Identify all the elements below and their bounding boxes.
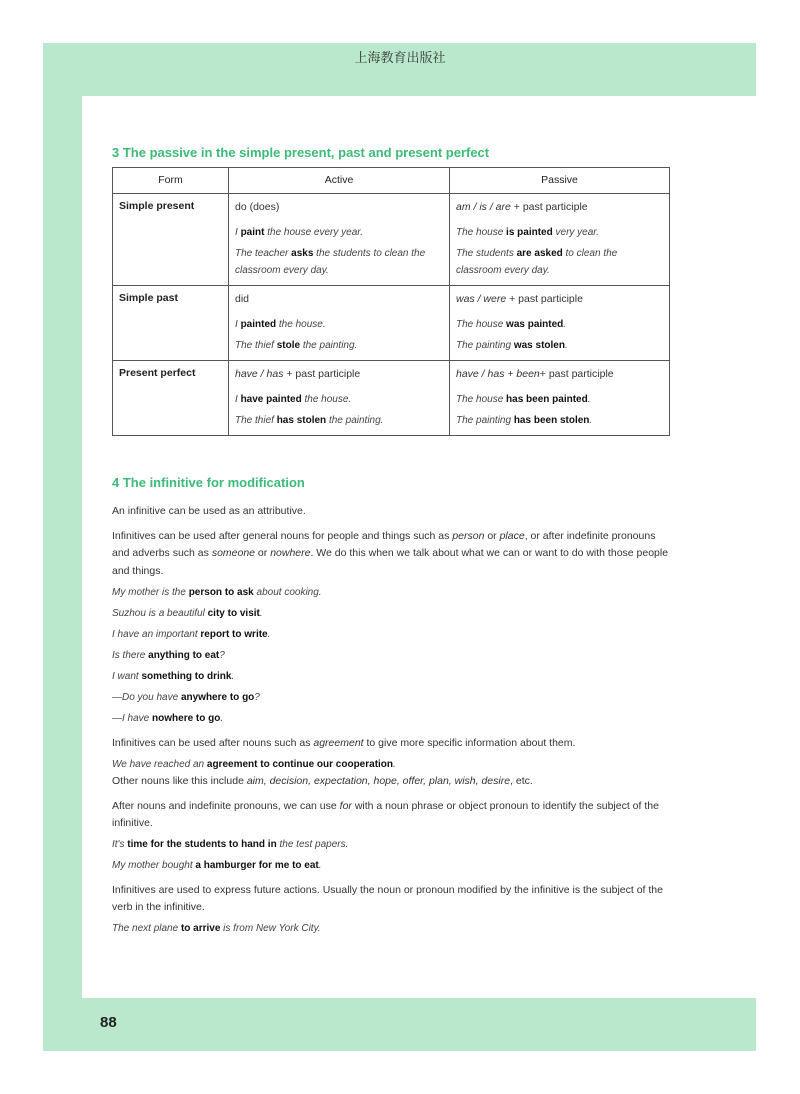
table-header-row bbox=[113, 168, 670, 194]
paragraph: After nouns and indefinite pronouns, we can use for with a noun phrase or object pronoun to identify the subject of the infinitive. bbox=[112, 799, 659, 829]
active-example: I have painted the house. bbox=[235, 394, 352, 405]
form-cell: Simple present bbox=[113, 194, 229, 286]
passive-rule: have / has + been+ past participle bbox=[456, 368, 614, 380]
passive-rule: was / were + past participle bbox=[456, 293, 583, 305]
passive-cell bbox=[450, 286, 670, 361]
form-cell: Simple past bbox=[113, 286, 229, 361]
intro-paragraph: An infinitive can be used as an attributive. bbox=[112, 505, 306, 517]
example-sentence: —I have nowhere to go. bbox=[112, 713, 224, 724]
passive-example: The house is painted very year. bbox=[456, 227, 600, 238]
active-cell bbox=[229, 361, 450, 436]
active-example: I paint the house every year. bbox=[235, 227, 364, 238]
active-rule: do (does) bbox=[235, 201, 280, 213]
example-sentence: —Do you have anywhere to go? bbox=[112, 692, 260, 703]
active-cell bbox=[229, 194, 450, 286]
active-example: The thief has stolen the painting. bbox=[235, 415, 384, 426]
paragraph: Infinitives can be used after nouns such as agreement to give more specific information about them. bbox=[112, 737, 576, 749]
active-rule: have / has + past participle bbox=[235, 368, 361, 380]
active-example: The thief stole the painting. bbox=[235, 340, 358, 351]
form-cell: Present perfect bbox=[113, 361, 229, 436]
paragraph: Other nouns like this include aim, decision, expectation, hope, offer, plan, wish, desire, etc. bbox=[112, 775, 533, 787]
example-sentence: The next plane to arrive is from New York City. bbox=[112, 922, 321, 934]
example-sentence: We have reached an agreement to continue our cooperation. bbox=[112, 758, 396, 770]
example-sentence: My mother is the person to ask about cooking. bbox=[112, 587, 322, 598]
passive-example: The house has been painted. bbox=[456, 394, 591, 405]
example-sentence: My mother bought a hamburger for me to eat. bbox=[112, 859, 322, 871]
active-rule: did bbox=[235, 293, 250, 305]
publisher-name: 上海教育出版社 bbox=[354, 51, 446, 66]
passive-cell bbox=[450, 194, 670, 286]
section-4-title: 4 The infinitive for modification bbox=[112, 475, 305, 490]
table-row bbox=[113, 194, 670, 286]
table-row bbox=[113, 286, 670, 361]
active-example: The teacher asks the students to clean the classroom every day. bbox=[235, 248, 426, 276]
passive-rule: am / is / are + past participle bbox=[456, 201, 588, 213]
table-row bbox=[113, 361, 670, 436]
column-header-passive: Passive bbox=[450, 168, 670, 194]
column-header-active: Active bbox=[229, 168, 450, 194]
column-header-form: Form bbox=[113, 168, 229, 194]
active-cell bbox=[229, 286, 450, 361]
active-example: I painted the house. bbox=[235, 319, 326, 330]
paragraph: Infinitives can be used after general nouns for people and things such as person or place, or after indefinite pronouns and adverbs such as someone or nowhere. We do this when we talk about what we can or want to do with those people and things. bbox=[112, 529, 669, 577]
passive-example: The students are asked to clean the classroom every day. bbox=[456, 248, 618, 276]
passive-table bbox=[112, 167, 670, 436]
page-number: 88 bbox=[100, 1014, 117, 1031]
example-sentence: It's time for the students to hand in the test papers. bbox=[112, 838, 349, 850]
example-sentence: Is there anything to eat? bbox=[112, 650, 225, 661]
section-3-title: 3 The passive in the simple present, past and present perfect bbox=[112, 145, 490, 160]
passive-example: The painting has been stolen. bbox=[456, 415, 593, 426]
example-sentence: I want something to drink. bbox=[112, 671, 235, 682]
example-sentence: Suzhou is a beautiful city to visit. bbox=[112, 608, 263, 619]
passive-example: The house was painted. bbox=[456, 319, 567, 330]
passive-example: The painting was stolen. bbox=[456, 340, 568, 351]
passive-cell bbox=[450, 361, 670, 436]
paragraph: Infinitives are used to express future actions. Usually the noun or pronoun modified by the infinitive is the subject of the verb in the infinitive. bbox=[112, 883, 663, 913]
section-4-body bbox=[112, 503, 672, 941]
example-sentence: I have an important report to write. bbox=[112, 629, 271, 640]
